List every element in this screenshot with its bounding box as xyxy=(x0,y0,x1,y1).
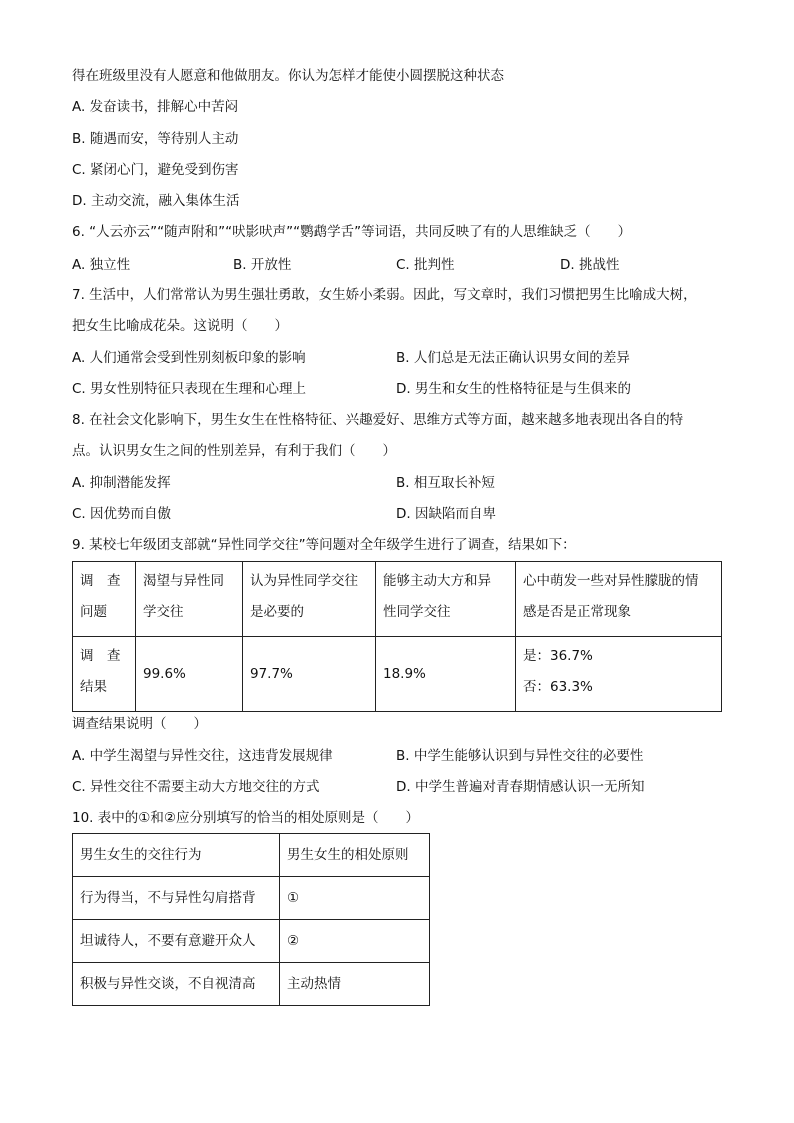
q8-option-d: D. 因缺陷而自卑 xyxy=(396,506,496,522)
cell-line: 渴望与异性同 xyxy=(143,573,224,589)
table-row xyxy=(73,637,722,712)
q5-option-c: C. 紧闭心门，避免受到伤害 xyxy=(72,162,239,178)
cell-line: 否：63.3% xyxy=(523,679,593,695)
cell-line: 是：36.7% xyxy=(523,648,593,664)
table-row xyxy=(73,920,430,963)
table-row xyxy=(73,562,722,637)
q7-option-b: B. 人们总是无法正确认识男女间的差异 xyxy=(396,350,630,366)
q8-option-b: B. 相互取长补短 xyxy=(396,475,495,491)
table-row xyxy=(73,963,430,1006)
q6-option-b: B. 开放性 xyxy=(233,257,292,273)
cell-line: 调 查 xyxy=(80,648,121,664)
table-cell: 主动热情 xyxy=(280,963,430,1006)
q8-option-a: A. 抑制潜能发挥 xyxy=(72,475,171,491)
table-cell: ② xyxy=(280,920,430,963)
question-7-stem-line2: 把女生比喻成花朵。这说明（ ） xyxy=(72,318,288,334)
question-9-stem: 9. 某校七年级团支部就“异性同学交往”等问题对全年级学生进行了调查，结果如下： xyxy=(72,537,576,553)
table-cell: 97.7% xyxy=(243,637,376,712)
question-8-stem-line1: 8. 在社会文化影响下，男生女生在性格特征、兴趣爱好、思维方式等方面，越来越多地表现出各自的特 xyxy=(72,412,684,428)
q9-option-d: D. 中学生普遍对青春期情感认识一无所知 xyxy=(396,779,645,795)
question-9-tail: 调查结果说明（ ） xyxy=(72,716,207,732)
cell-line: 调 查 xyxy=(80,573,121,589)
q5-option-a: A. 发奋读书，排解心中苦闷 xyxy=(72,99,239,115)
table-cell xyxy=(516,637,722,712)
q9-option-a: A. 中学生渴望与异性交往，这违背发展规律 xyxy=(72,748,333,764)
cell-line: 性同学交往 xyxy=(383,604,451,620)
q6-option-c: C. 批判性 xyxy=(396,257,455,273)
table-cell xyxy=(516,562,722,637)
table-cell: 坦诚待人，不要有意避开众人 xyxy=(73,920,280,963)
table-cell: 积极与异性交谈，不自视清高 xyxy=(73,963,280,1006)
table-cell: 行为得当，不与异性勾肩搭背 xyxy=(73,877,280,920)
question-10-stem: 10. 表中的①和②应分别填写的恰当的相处原则是（ ） xyxy=(72,810,419,826)
q7-option-a: A. 人们通常会受到性别刻板印象的影响 xyxy=(72,350,306,366)
q5-option-d: D. 主动交流，融入集体生活 xyxy=(72,193,240,209)
cell-line: 学交往 xyxy=(143,604,184,620)
table-cell: 18.9% xyxy=(376,637,516,712)
question-5-stem: 得在班级里没有人愿意和他做朋友。你认为怎样才能使小圆摆脱这种状态 xyxy=(72,68,504,84)
cell-line: 心中萌发一些对异性朦胧的情 xyxy=(523,573,699,589)
cell-line: 结果 xyxy=(80,679,107,695)
table-cell xyxy=(136,562,243,637)
q7-option-c: C. 男女性别特征只表现在生理和心理上 xyxy=(72,381,307,397)
question-8-stem-line2: 点。认识男女生之间的性别差异，有利于我们（ ） xyxy=(72,443,396,459)
table-cell xyxy=(376,562,516,637)
cell-line: 认为异性同学交往 xyxy=(250,573,358,589)
cell-line: 问题 xyxy=(80,604,107,620)
cell-line: 能够主动大方和异 xyxy=(383,573,491,589)
table-row xyxy=(73,877,430,920)
cell-line: 是必要的 xyxy=(250,604,304,620)
table-row xyxy=(73,834,430,877)
table-cell xyxy=(73,562,136,637)
q5-option-b: B. 随遇而安，等待别人主动 xyxy=(72,131,239,147)
q6-option-d: D. 挑战性 xyxy=(560,257,620,273)
table-cell: 男生女生的交往行为 xyxy=(73,834,280,877)
survey-table xyxy=(72,561,722,712)
principles-table xyxy=(72,833,430,1006)
cell-line: 感是否是正常现象 xyxy=(523,604,631,620)
q8-option-c: C. 因优势而自傲 xyxy=(72,506,172,522)
table-cell: ① xyxy=(280,877,430,920)
q9-option-c: C. 异性交往不需要主动大方地交往的方式 xyxy=(72,779,320,795)
table-cell xyxy=(243,562,376,637)
question-7-stem-line1: 7. 生活中，人们常常认为男生强壮勇敢，女生娇小柔弱。因此，写文章时，我们习惯把男生比喻成大树， xyxy=(72,287,697,303)
table-cell: 男生女生的相处原则 xyxy=(280,834,430,877)
question-6-stem: 6. “人云亦云”“随声附和”“吠影吠声”“鹦鹉学舌”等词语，共同反映了有的人思维缺乏（ ） xyxy=(72,224,632,240)
q7-option-d: D. 男生和女生的性格特征是与生俱来的 xyxy=(396,381,631,397)
table-cell: 99.6% xyxy=(136,637,243,712)
q6-option-a: A. 独立性 xyxy=(72,257,131,273)
table-cell xyxy=(73,637,136,712)
q9-option-b: B. 中学生能够认识到与异性交往的必要性 xyxy=(396,748,644,764)
